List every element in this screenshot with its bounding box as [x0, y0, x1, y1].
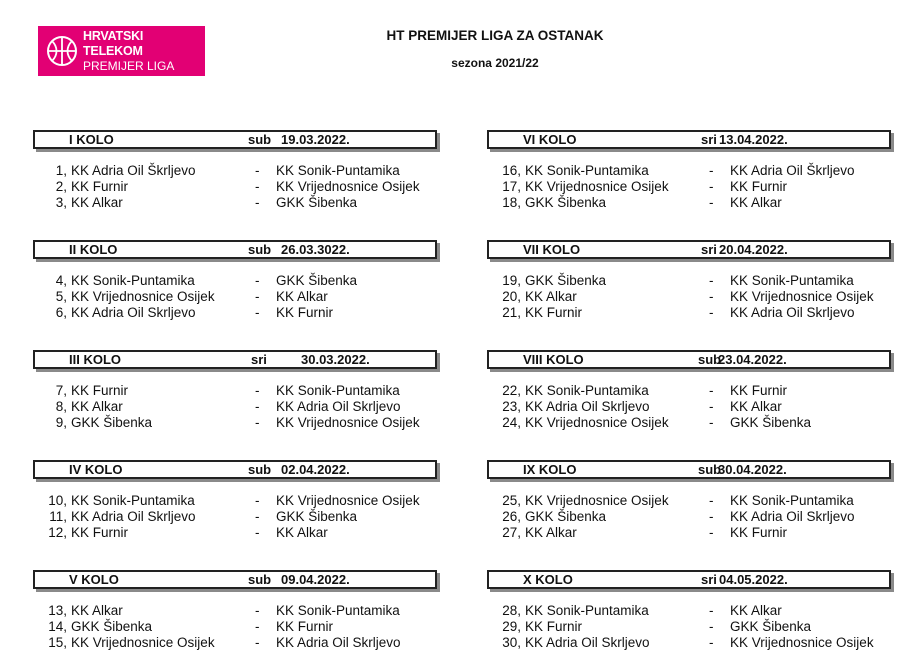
match-dash: - — [255, 635, 260, 650]
match-number: 20, — [502, 289, 521, 304]
match-number: 3, — [55, 195, 67, 210]
away-team: KK Alkar — [730, 399, 782, 414]
round-header — [33, 570, 437, 589]
away-team: KK Sonik-Puntamika — [276, 163, 400, 178]
round-name: I KOLO — [69, 132, 114, 147]
match-number: 2, — [55, 179, 67, 194]
home-team: KK Adria Oil Skrljevo — [71, 305, 196, 320]
round-name: IV KOLO — [69, 462, 123, 477]
match-number: 26, — [502, 509, 521, 524]
away-team: GKK Šibenka — [730, 415, 812, 430]
round-block — [487, 130, 891, 211]
match-list — [487, 493, 891, 541]
match-number: 6, — [55, 305, 67, 320]
round-day: sub — [248, 132, 272, 147]
match-dash: - — [255, 415, 260, 430]
match-dash: - — [709, 509, 714, 524]
match-number: 15, — [48, 635, 67, 650]
match-number: 23, — [502, 399, 521, 414]
round-header — [487, 130, 891, 149]
round-day: sub — [698, 462, 722, 477]
home-team: KK Adria Oil Škrljevo — [71, 163, 196, 178]
round-name: IX KOLO — [523, 462, 577, 477]
match-list — [33, 273, 437, 321]
match-row — [487, 399, 891, 415]
round-day: sub — [248, 572, 272, 587]
match-dash: - — [255, 163, 260, 178]
match-row — [33, 289, 437, 305]
round-day: sub — [248, 462, 272, 477]
match-list — [33, 493, 437, 541]
match-row — [33, 399, 437, 415]
match-row — [33, 493, 437, 509]
away-team: GKK Šibenka — [276, 195, 358, 210]
match-number: 9, — [55, 415, 67, 430]
match-number: 13, — [48, 603, 67, 618]
match-list — [487, 273, 891, 321]
home-team: KK Vrijednosnice Osijek — [71, 289, 215, 304]
away-team: KK Vrijednosnice Osijek — [276, 415, 420, 430]
round-block — [33, 350, 437, 431]
away-team: KK Furnir — [276, 305, 334, 320]
match-number: 29, — [502, 619, 521, 634]
match-row — [487, 509, 891, 525]
away-team: KK Furnir — [730, 383, 788, 398]
match-row — [487, 635, 891, 651]
away-team: GKK Šibenka — [276, 273, 358, 288]
match-dash: - — [709, 525, 714, 540]
match-dash: - — [255, 619, 260, 634]
round-header — [487, 570, 891, 589]
match-dash: - — [709, 603, 714, 618]
away-team: KK Alkar — [730, 603, 782, 618]
match-dash: - — [709, 305, 714, 320]
match-number: 19, — [502, 273, 521, 288]
match-row — [33, 179, 437, 195]
away-team: KK Adria Oil Skrljevo — [730, 305, 855, 320]
match-number: 10, — [48, 493, 67, 508]
match-dash: - — [255, 273, 260, 288]
match-row — [33, 619, 437, 635]
away-team: KK Adria Oil Skrljevo — [276, 399, 401, 414]
round-day: sri — [701, 242, 717, 257]
match-dash: - — [255, 289, 260, 304]
round-block — [487, 460, 891, 541]
home-team: KK Alkar — [71, 603, 123, 618]
away-team: KK Sonik-Puntamika — [276, 603, 400, 618]
match-dash: - — [255, 383, 260, 398]
match-row — [33, 273, 437, 289]
home-team: KK Sonik-Puntamika — [71, 273, 195, 288]
home-team: GKK Šibenka — [71, 619, 153, 634]
match-list — [487, 163, 891, 211]
match-row — [487, 525, 891, 541]
home-team: KK Furnir — [71, 383, 129, 398]
home-team: KK Alkar — [525, 289, 577, 304]
round-date: 30.04.2022. — [718, 462, 787, 477]
match-row — [487, 603, 891, 619]
page-title: HT PREMIJER LIGA ZA OSTANAK — [386, 28, 604, 43]
home-team: KK Adria Oil Skrljevo — [71, 509, 196, 524]
home-team: KK Alkar — [525, 525, 577, 540]
match-dash: - — [255, 603, 260, 618]
home-team: KK Sonik-Puntamika — [525, 163, 649, 178]
season-subtitle: sezona 2021/22 — [451, 56, 539, 70]
match-row — [487, 195, 891, 211]
round-header — [33, 350, 437, 369]
away-team: GKK Šibenka — [730, 619, 812, 634]
home-team: GKK Šibenka — [525, 195, 607, 210]
round-header — [487, 240, 891, 259]
match-dash: - — [709, 195, 714, 210]
away-team: KK Sonik-Puntamika — [276, 383, 400, 398]
away-team: KK Sonik-Puntamika — [730, 273, 854, 288]
round-date: 20.04.2022. — [719, 242, 788, 257]
home-team: KK Adria Oil Skrljevo — [525, 399, 650, 414]
match-row — [487, 163, 891, 179]
round-name: V KOLO — [69, 572, 119, 587]
away-team: KK Alkar — [276, 289, 328, 304]
match-dash: - — [709, 163, 714, 178]
round-day: sub — [698, 352, 722, 367]
away-team: KK Sonik-Puntamika — [730, 493, 854, 508]
round-day: sri — [701, 572, 717, 587]
round-date: 30.03.2022. — [301, 352, 370, 367]
logo-line-1: HRVATSKI TELEKOM — [83, 28, 144, 58]
round-date: 19.03.2022. — [281, 132, 350, 147]
home-team: KK Sonik-Puntamika — [525, 383, 649, 398]
match-number: 4, — [55, 273, 67, 288]
match-dash: - — [709, 635, 714, 650]
basketball-icon — [46, 35, 78, 67]
match-row — [487, 415, 891, 431]
round-block — [33, 460, 437, 541]
match-dash: - — [255, 195, 260, 210]
match-dash: - — [709, 273, 714, 288]
match-number: 5, — [55, 289, 67, 304]
match-number: 7, — [55, 383, 67, 398]
home-team: KK Furnir — [525, 619, 583, 634]
round-name: X KOLO — [523, 572, 573, 587]
round-date: 04.05.2022. — [719, 572, 788, 587]
home-team: KK Alkar — [71, 195, 123, 210]
match-number: 28, — [502, 603, 521, 618]
match-dash: - — [709, 289, 714, 304]
home-team: GKK Šibenka — [71, 415, 153, 430]
match-list — [33, 163, 437, 211]
home-team: KK Adria Oil Skrljevo — [525, 635, 650, 650]
match-number: 12, — [48, 525, 67, 540]
match-row — [33, 195, 437, 211]
round-block — [487, 570, 891, 651]
round-date: 09.04.2022. — [281, 572, 350, 587]
match-dash: - — [255, 525, 260, 540]
match-dash: - — [255, 493, 260, 508]
match-number: 11, — [49, 509, 67, 524]
home-team: KK Vrijednosnice Osijek — [525, 415, 669, 430]
round-name: VII KOLO — [523, 242, 581, 257]
match-number: 14, — [48, 619, 67, 634]
home-team: KK Sonik-Puntamika — [71, 493, 195, 508]
away-team: KK Adria Oil Škrljevo — [730, 163, 855, 178]
match-number: 22, — [502, 383, 521, 398]
match-list — [487, 603, 891, 651]
match-number: 8, — [55, 399, 67, 414]
match-list — [487, 383, 891, 431]
away-team: KK Alkar — [276, 525, 328, 540]
match-row — [487, 493, 891, 509]
match-dash: - — [709, 179, 714, 194]
match-number: 16, — [502, 163, 521, 178]
logo-line-2: PREMIJER LIGA — [83, 58, 175, 73]
match-row — [487, 305, 891, 321]
match-dash: - — [709, 619, 714, 634]
match-dash: - — [709, 415, 714, 430]
match-dash: - — [255, 305, 260, 320]
away-team: KK Furnir — [730, 179, 788, 194]
round-header — [33, 240, 437, 259]
match-row — [33, 383, 437, 399]
round-day: sri — [701, 132, 717, 147]
match-row — [33, 163, 437, 179]
home-team: KK Furnir — [71, 179, 129, 194]
home-team: GKK Šibenka — [525, 509, 607, 524]
away-team: KK Alkar — [730, 195, 782, 210]
round-date: 02.04.2022. — [281, 462, 350, 477]
round-block — [33, 240, 437, 321]
match-row — [33, 509, 437, 525]
match-row — [487, 619, 891, 635]
round-date: 26.03.3022. — [281, 242, 350, 257]
away-team: KK Furnir — [276, 619, 334, 634]
round-header — [33, 130, 437, 149]
match-list — [33, 383, 437, 431]
match-row — [487, 289, 891, 305]
match-row — [33, 603, 437, 619]
match-number: 17, — [502, 179, 521, 194]
match-list — [33, 603, 437, 651]
match-dash: - — [709, 383, 714, 398]
away-team: KK Adria Oil Skrljevo — [730, 509, 855, 524]
round-block — [33, 570, 437, 651]
round-day: sub — [248, 242, 272, 257]
round-block — [33, 130, 437, 211]
home-team: KK Furnir — [525, 305, 583, 320]
match-number: 25, — [502, 493, 521, 508]
match-dash: - — [255, 179, 260, 194]
match-dash: - — [255, 509, 260, 524]
match-number: 30, — [502, 635, 521, 650]
match-row — [487, 273, 891, 289]
match-row — [487, 179, 891, 195]
home-team: KK Alkar — [71, 399, 123, 414]
home-team: KK Vrijednosnice Osijek — [525, 493, 669, 508]
home-team: KK Vrijednosnice Osijek — [71, 635, 215, 650]
league-logo — [38, 26, 205, 76]
match-number: 1, — [55, 163, 67, 178]
away-team: KK Vrijednosnice Osijek — [730, 289, 874, 304]
round-block — [487, 350, 891, 431]
away-team: KK Vrijednosnice Osijek — [730, 635, 874, 650]
round-name: III KOLO — [69, 352, 121, 367]
round-name: II KOLO — [69, 242, 118, 257]
round-header — [487, 460, 891, 479]
logo-text — [83, 29, 205, 74]
away-team: GKK Šibenka — [276, 509, 358, 524]
match-dash: - — [709, 399, 714, 414]
home-team: KK Furnir — [71, 525, 129, 540]
round-header — [33, 460, 437, 479]
match-row — [487, 383, 891, 399]
away-team: KK Vrijednosnice Osijek — [276, 179, 420, 194]
match-row — [33, 525, 437, 541]
round-header — [487, 350, 891, 369]
round-day: sri — [251, 352, 267, 367]
match-number: 27, — [502, 525, 521, 540]
away-team: KK Furnir — [730, 525, 788, 540]
away-team: KK Vrijednosnice Osijek — [276, 493, 420, 508]
round-date: 13.04.2022. — [719, 132, 788, 147]
match-row — [33, 635, 437, 651]
match-number: 21, — [502, 305, 521, 320]
home-team: KK Sonik-Puntamika — [525, 603, 649, 618]
away-team: KK Adria Oil Skrljevo — [276, 635, 401, 650]
home-team: KK Vrijednosnice Osijek — [525, 179, 669, 194]
round-date: 23.04.2022. — [718, 352, 787, 367]
round-block — [487, 240, 891, 321]
round-name: VI KOLO — [523, 132, 577, 147]
match-dash: - — [255, 399, 260, 414]
match-number: 24, — [502, 415, 521, 430]
home-team: GKK Šibenka — [525, 273, 607, 288]
round-name: VIII KOLO — [523, 352, 584, 367]
match-number: 18, — [502, 195, 521, 210]
match-dash: - — [709, 493, 714, 508]
match-row — [33, 415, 437, 431]
match-row — [33, 305, 437, 321]
